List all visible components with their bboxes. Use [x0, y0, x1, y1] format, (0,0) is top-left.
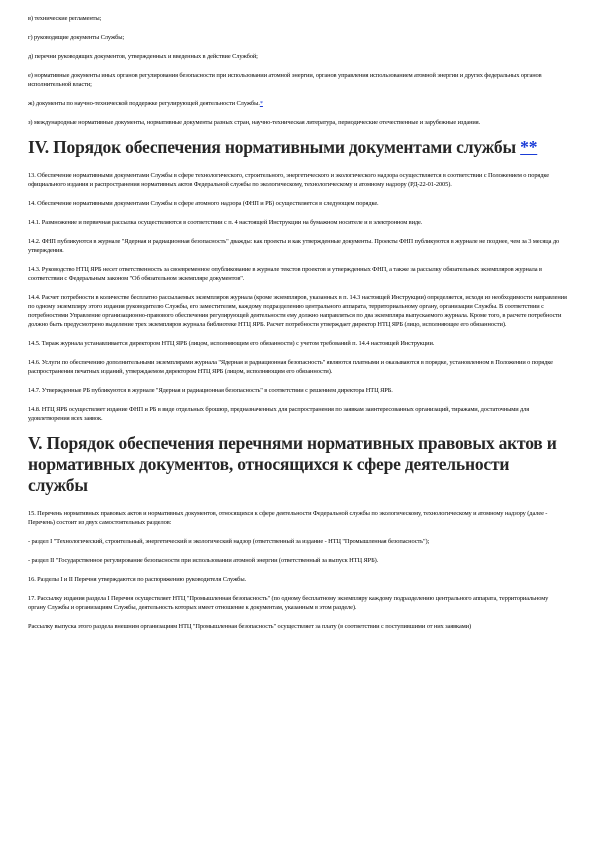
list-item-z: з) международные нормативные документы, нормативные документы разных стран, научно-техническая литература, периодические отечественные и зарубежные издания. [28, 119, 481, 126]
paragraph-14-8: 14.8. НТЦ ЯРБ осуществляет издание ФНП и РБ в виде отдельных брошюр, предназначенных для распространения по заявкам заинтересованных организаций, тиражами, достаточными для удовлетворения всех заявок. [28, 406, 530, 422]
footnote-link[interactable]: * [259, 100, 263, 107]
list-item-g: г) руководящие документы Службы; [28, 34, 125, 41]
list-item-e: е) нормативные документы иных органов регулирования безопасности при использовании атомной энергии, органов управления использованием атомной энергии и других федеральных органов исполнительной власти; [28, 72, 542, 88]
paragraph-14-5: 14.5. Тираж журнала устанавливается директором НТЦ ЯРБ (лицом, исполняющим его обязанности) с учетом требований п. 14.4 настоящей Инструкции. [28, 340, 435, 347]
paragraph-15-section-1: - раздел I "Технологический, строительный, энергетический и экологический надзор (ответственный за издание - НТЦ "Промышленная безопасность"); [28, 538, 430, 545]
paragraph-13: 13. Обеспечение нормативными документами Службы в сфере технологического, строительного, энергетического и экологического надзора осуществляется в соответствии с Положением о порядке официального издания и распространения нормативных актов Федеральной службы по экологическому, технологическому и атомному надзору (РД-22-01-2005). [28, 172, 549, 188]
list-item-d: д) перечни руководящих документов, утвержденных и введенных в действие Службой; [28, 53, 258, 60]
list-item-v: в) технические регламенты; [28, 15, 102, 22]
paragraph-16: 16. Разделы I и II Перечня утверждаются по распоряжению руководителя Службы. [28, 576, 247, 583]
list-item-zh-text: ж) документы по научно-технической поддержке регулирующей деятельности Службы. [28, 100, 260, 107]
list-item-zh [28, 99, 567, 108]
paragraph-15: 15. Перечень нормативных правовых актов и нормативных документов, относящихся к сфере деятельности Федеральной службы по экологическому, технологическому и атомному надзору (далее - Перечень) состоит из двух самостоятельных разделов: [28, 510, 548, 526]
paragraph-14: 14. Обеспечение нормативными документами Службы в сфере атомного надзора (ФНП и РБ) осуществляется в следующем порядке. [28, 200, 379, 207]
paragraph-14-7: 14.7. Утвержденные РБ публикуются в журнале "Ядерная и радиационная безопасность" в соответствии с решением директора НТЦ ЯРБ. [28, 387, 393, 394]
paragraph-17: 17. Рассылку издания раздела I Перечня осуществляет НТЦ "Промышленная безопасность" (по одному бесплатному экземпляру каждому подразделению центрального аппарата, территориальному органу Службы и организациям Службы, деятельность которых имеет отношение к документам, указанным в этом разделе). [28, 595, 549, 611]
paragraph-14-6: 14.6. Услуги по обеспечению дополнительными экземплярами журнала "Ядерная и радиационная безопасность" являются платными и оказываются в порядке, установленном в Положении о порядке распространения печатных изданий, утверждаемом директором НТЦ ЯРБ (лицом, исполняющим его обязанности). [28, 359, 553, 375]
paragraph-14-1: 14.1. Размножение и первичная рассылка осуществляются в соответствии с п. 4 настоящей Инструкции на бумажном носителе и в электронном виде. [28, 219, 423, 226]
section-5-heading: V. Порядок обеспечения перечнями нормативных правовых актов и нормативных документов, относящихся к сфере деятельности службы [28, 433, 557, 495]
section-4-title: IV. Порядок обеспечения нормативными документами службы [28, 137, 516, 157]
paragraph-14-4: 14.4. Расчет потребности в количестве бесплатно рассылаемых экземпляров журнала (кроме экземпляров, указанных в п. 14.3 настоящей Инструкции) определяется, исходя из необходимости направления по одному экземпляру этого издания руководителю Службы, его заместителям, каждому подразделению центрального аппарата, территориальному органу, организации Службы. В соответствии с потребностями Управление организационно-правового обеспечения регулирующей деятельности ему должно направляться по два экземпляра выпускаемого журнала. Кроме того, в расчете потребности должно быть предусмотрено выделение трех экземпляров журнала библиотеке НТЦ ЯРБ. Расчет потребности утверждает директор НТЦ ЯРБ (лицо, исполняющее его обязанности). [28, 294, 567, 328]
paragraph-17-external: Рассылку выпуска этого раздела внешним организациям НТЦ "Промышленная безопасность" осуществляет за плату (в соответствии с поступившими от них заявками) [28, 623, 471, 630]
section-4-footnote-link[interactable]: ** [520, 137, 538, 157]
paragraph-15-section-2: - раздел II "Государственное регулирование безопасности при использовании атомной энергии (ответственный за выпуск НТЦ ЯРБ). [28, 557, 379, 564]
paragraph-14-2: 14.2. ФНП публикуются в журнале "Ядерная и радиационная безопасность" дважды: как проекты и как утвержденные документы. Проекты ФНП публикуются в журнале не позднее, чем за 3 месяца до утверждения. [28, 238, 560, 254]
section-4-heading [28, 137, 567, 158]
paragraph-14-3: 14.3. Руководство НТЦ ЯРБ несет ответственность за своевременное опубликование в журнале текстов проектов и утвержденных ФНП, а также за рассылку обязательных экземпляров журнала в соответствии с Федеральным законом "Об обязательном экземпляре документов". [28, 266, 542, 282]
